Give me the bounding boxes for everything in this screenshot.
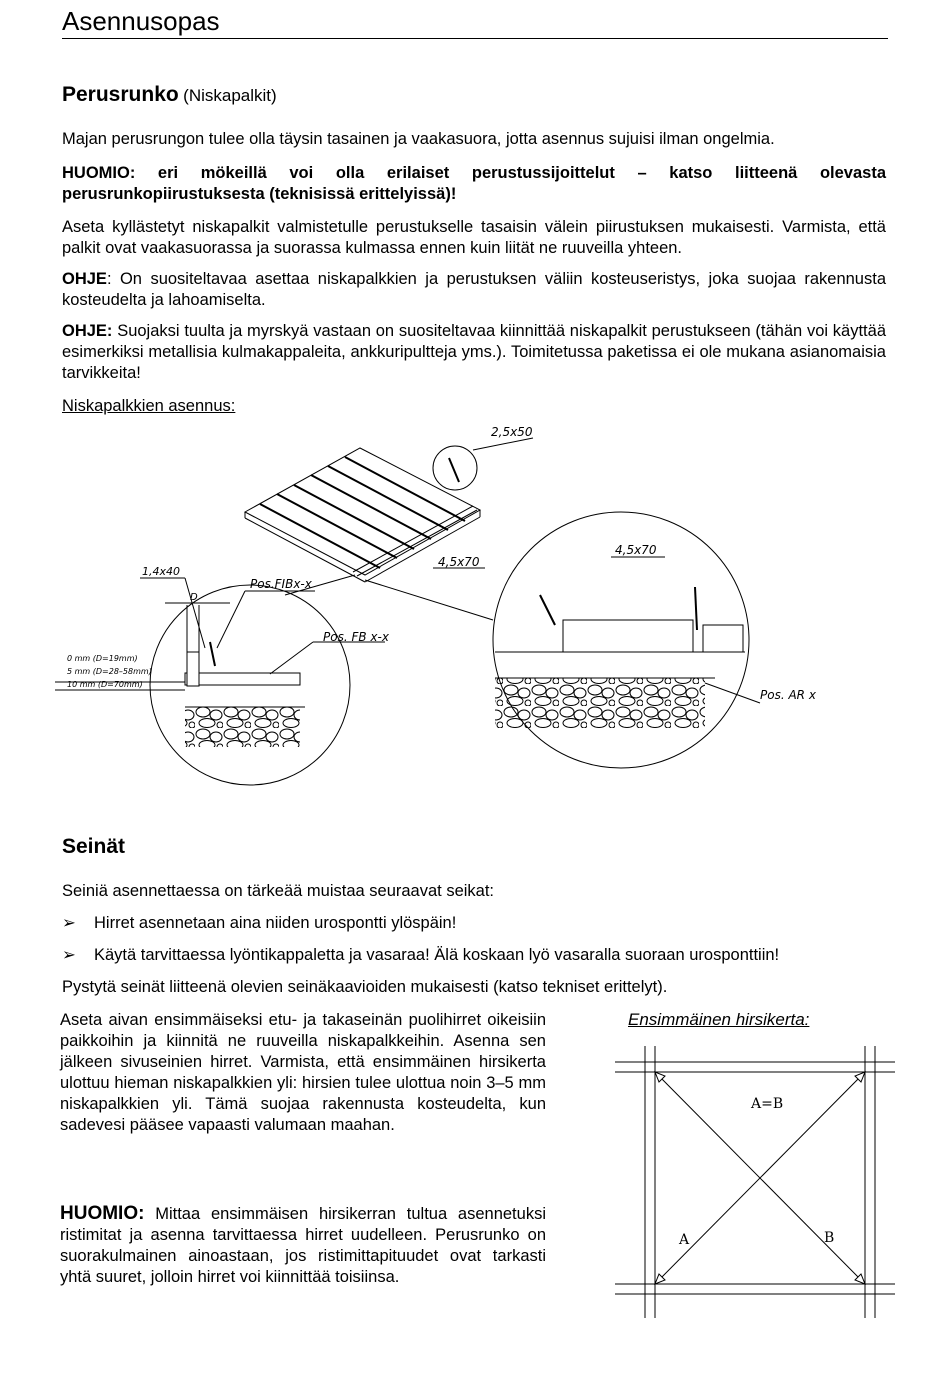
list-item [62,945,886,966]
legend-row: 10 mm (D=70mm) [67,680,143,689]
label-arx: Pos. AR x [760,688,816,702]
huomio-label: HUOMIO: [60,1203,145,1224]
bullet-icon: ➢ [62,914,76,932]
ohje-text: : On suositeltavaa asettaa niskapalkkien ja perustuksen väliin kosteuseristys, joka suojaa rakennusta kosteudelta ja lahoamiselta. [62,270,886,309]
header-title: Asennusopas [62,6,220,36]
paragraph-pystyta: Pystytä seinät liitteenä olevien seinäkaavioiden mukaisesti (katso tekniset erittelyt). [62,978,668,996]
ohje-label: OHJE: [62,322,113,340]
list-item [62,913,886,934]
legend-thickness [67,654,152,689]
paragraph-huomio: HUOMIO: eri mökeillä voi olla erilaiset perustussijoittelut – katso liitteenä olevasta perusrunkopiirustuksesta (teknisissä erittelyissä)! [62,164,886,203]
label-45x70-left: 4,5x70 [438,555,480,569]
legend-row: 0 mm (D=19mm) [67,654,138,663]
section-title-perusrunko [62,83,277,107]
paragraph-ohje-1 [62,269,886,311]
figure-niskapalkit-drawing [55,420,835,800]
section-subtitle: (Niskapalkit) [183,86,277,105]
bullet-text: Käytä tarvittaessa lyöntikappaletta ja vasaraa! Älä koskaan lyö vasaralla suoraan urosponttiin! [94,946,780,964]
label-d: D [190,592,198,603]
label-fbx: Pos. FB x-x [323,630,389,644]
detail-circle-left [150,585,350,785]
label-14x40: 1,4x40 [142,565,181,578]
paragraph-ohje-2 [62,321,886,384]
figure-caption-hirsikerta: Ensimmäinen hirsikerta: [628,1010,810,1029]
detail-circle-small [433,446,477,490]
label-fibx: Pos.FIBx-x [250,577,312,591]
paragraph-intro: Majan perusrungon tulee olla täysin tasainen ja vaakasuora, jotta asennus sujuisi ilman ongelmia. [62,130,775,148]
label-45x70-right: 4,5x70 [615,543,657,557]
label-a: A [679,1232,690,1248]
figure-caption-niskapalkit: Niskapalkkien asennus: [62,397,236,415]
label-25x50: 2,5x50 [491,425,533,439]
bullet-text: Hirret asennetaan aina niiden urospontti ylöspäin! [94,914,457,932]
paragraph-aseta: Aseta kyllästetyt niskapalkit valmistetulle perustukselle tasaisin välein piirustuksen mukaisesti. Varmista, että palkit ovat vaakasuorassa ja suorassa kulmassa ennen kuin liität ne ruuveilla yhteen. [62,218,886,257]
bullet-icon: ➢ [62,946,76,964]
huomio-text: Mittaa ensimmäisen hirsikerran tultua asennetuksi ristimitat ja asenna tarvittaessa hirret uudelleen. Perusrunko on suorakulmainen ainoastaan, jos ristimittapituudet ovat tarkasti yhtä suuret, jolloin hirret voi kiinnittää toisiinsa. [60,1205,546,1286]
page-header [62,6,888,39]
paragraph-huomio-ristimitat [60,1203,546,1288]
ohje-text: Suojaksi tuulta ja myrskyä vastaan on suositeltavaa kiinnittää niskapalkit perustukseen (tähän voi käyttää esimerkiksi metallisia kulmakappaleita, ankkuripultteja yms.). Toimitetussa paketissa ei ole mukana asianomaisia tarvikkeita! [62,322,886,382]
label-b: B [824,1230,835,1246]
paragraph-seinat-intro: Seiniä asennettaessa on tärkeää muistaa seuraavat seikat: [62,882,495,900]
paragraph-aseta-hirret: Aseta aivan ensimmäiseksi etu- ja takaseinän puolihirret oikeisiin paikkoihin ja kiinnitä ne ruuveilla niskapalkkeihin. Asenna sen jälkeen sivuseinien hirret. Varmista, että ensimmäinen hirsikerta ulottuu hieman niskapalkkien yli: hirsien tulee ulottua noin 3–5 mm niskapalkkien yli. Tämä suojaa rakennusta kosteudelta, kun sadevesi pääsee vapaasti valumaan maahan. [60,1011,546,1134]
label-a-equals-b: A=B [751,1096,784,1112]
section-title: Perusrunko [62,83,179,106]
ohje-label: OHJE [62,270,107,288]
section-title-seinat: Seinät [62,835,126,858]
legend-row: 5 mm (D=28–58mm) [67,667,152,676]
figure-hirsikerta-diagram [615,1040,900,1325]
